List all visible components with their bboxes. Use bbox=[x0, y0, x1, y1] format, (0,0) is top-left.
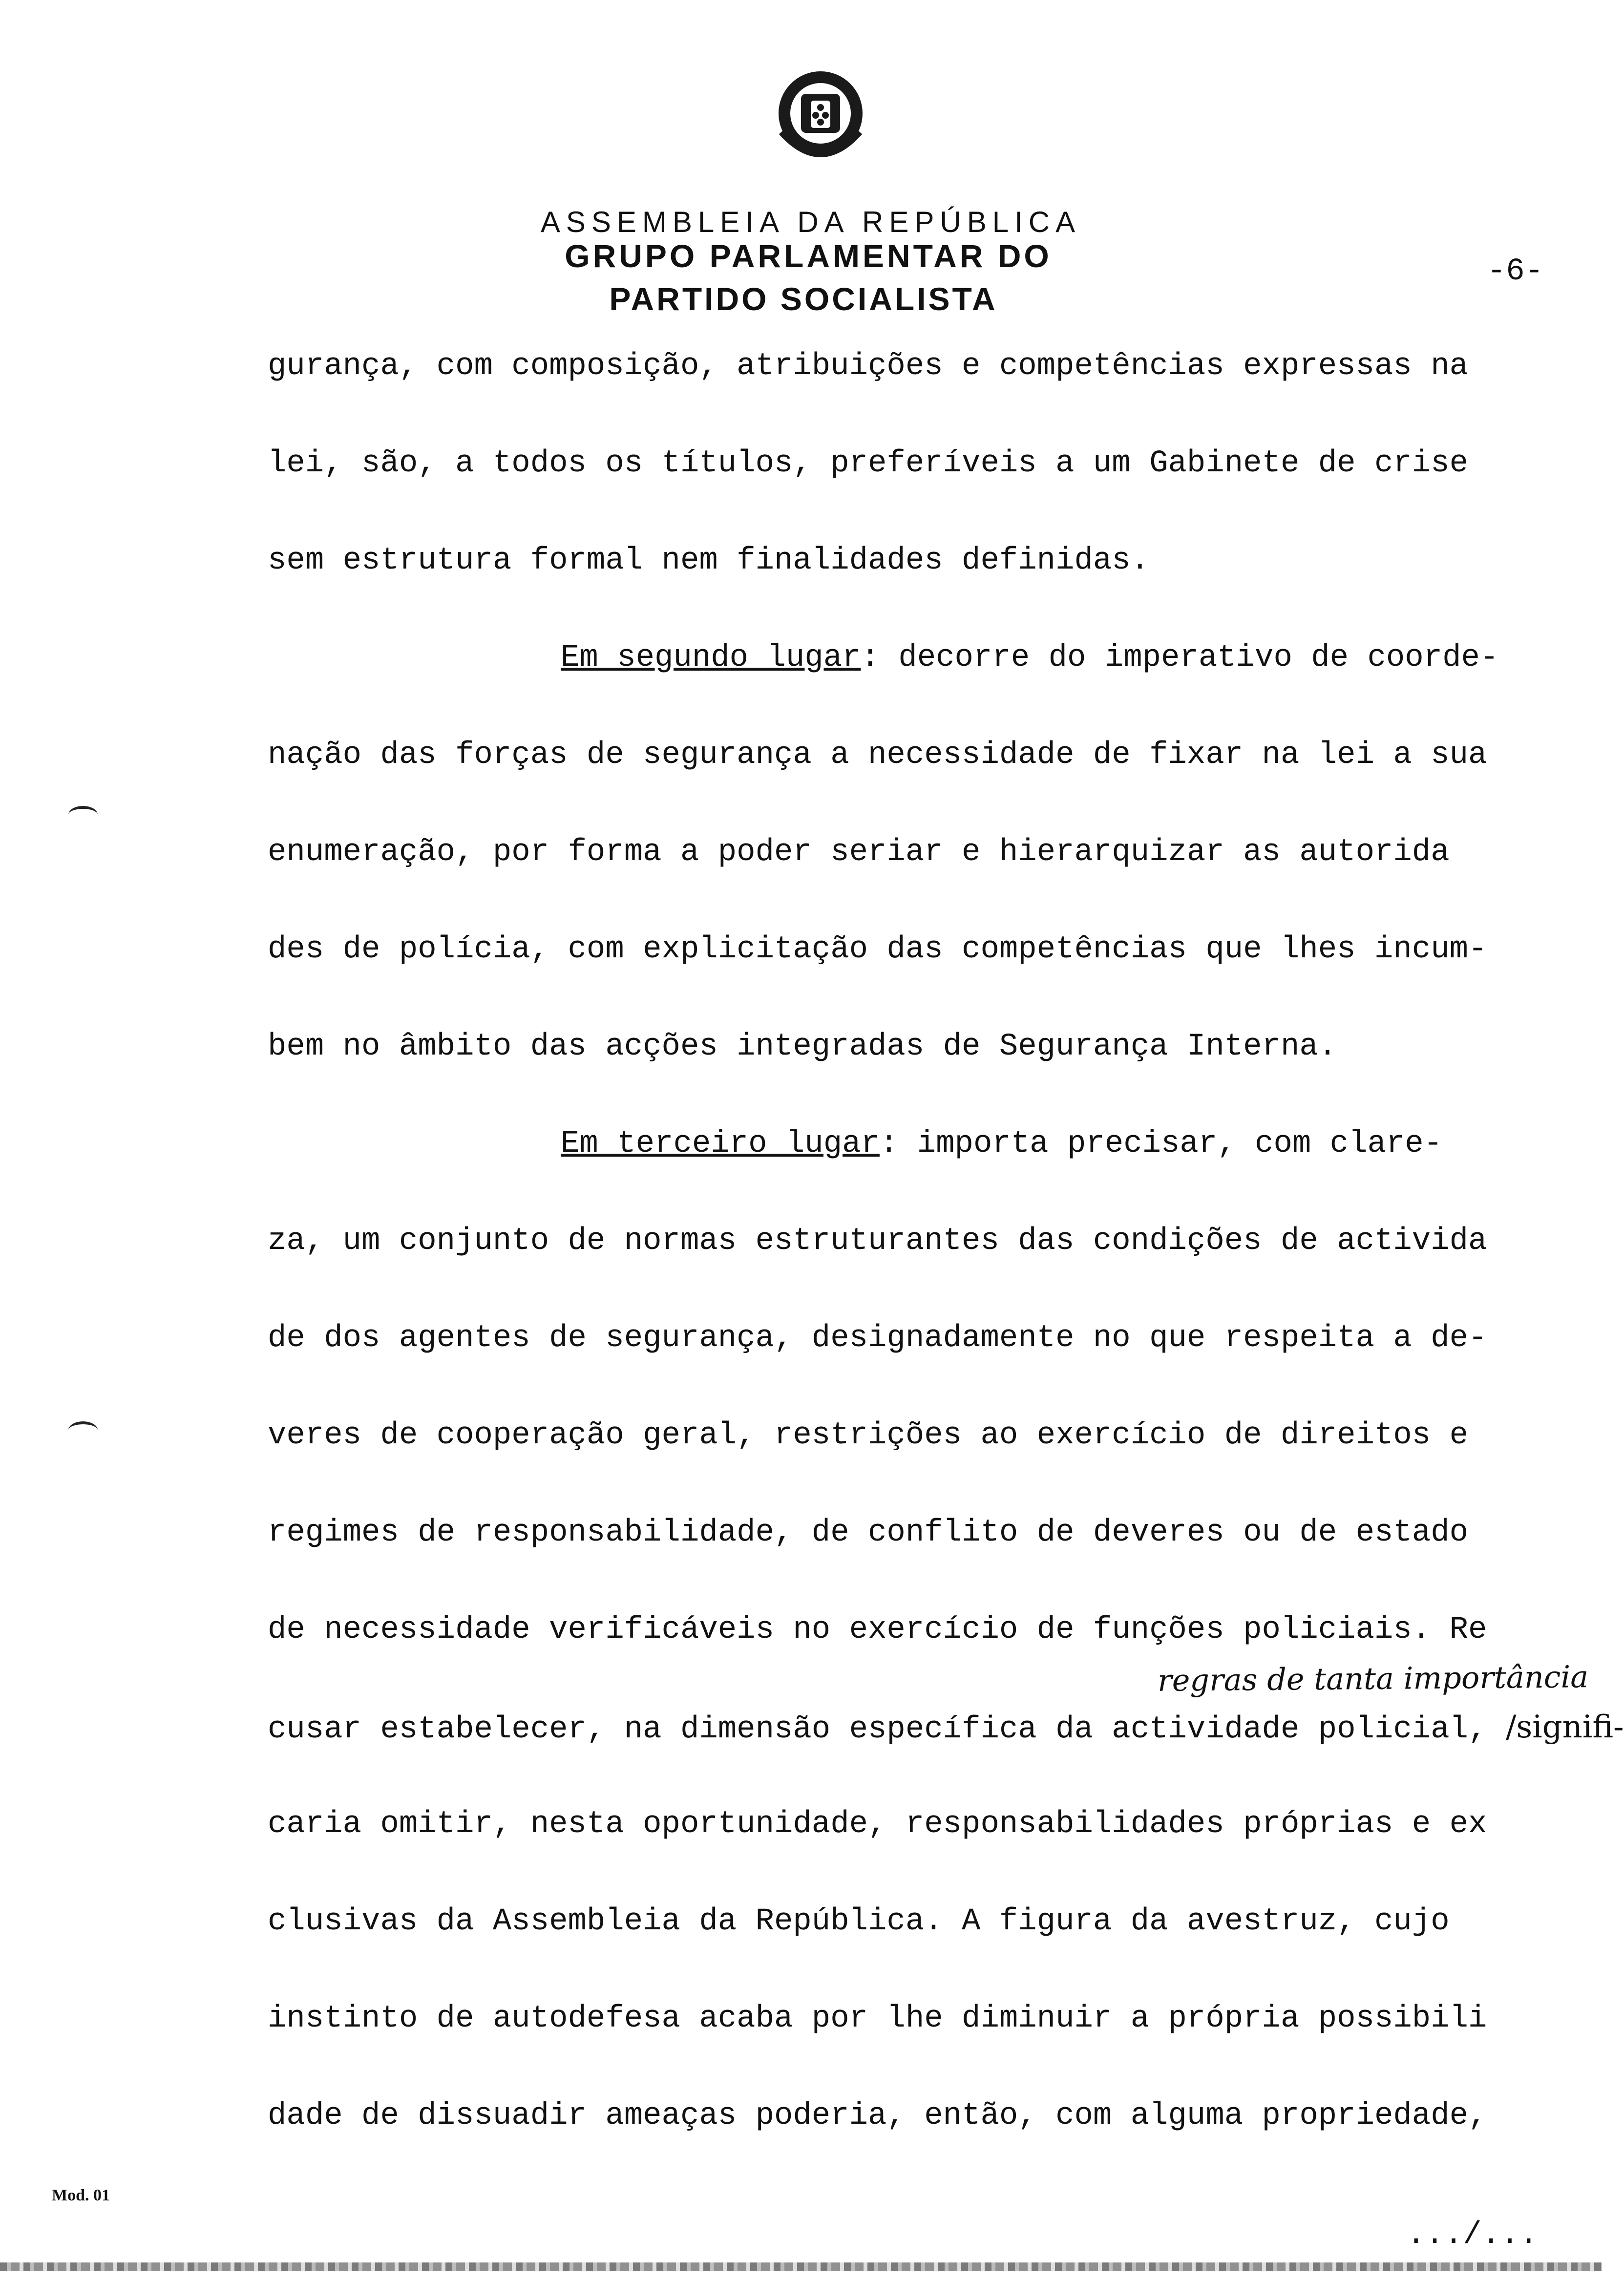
text-line: regimes de responsabilidade, de conflito de deveres ou de estado bbox=[268, 1515, 1468, 1550]
continuation-mark: .../... bbox=[1407, 2218, 1538, 2253]
text-line: enumeração, por forma a poder seriar e hierarquizar as autorida bbox=[268, 835, 1450, 870]
margin-mark bbox=[68, 806, 98, 824]
text-line: za, um conjunto de normas estruturantes das condições de activida bbox=[268, 1224, 1487, 1259]
underlined-heading: Em terceiro lugar bbox=[561, 1126, 880, 1162]
text-line-with-insert bbox=[268, 1703, 1624, 1800]
text-line: bem no âmbito das acções integradas de Segurança Interna. bbox=[268, 1029, 1337, 1064]
letterhead-party: PARTIDO SOCIALISTA bbox=[609, 281, 998, 317]
handwritten-insert: regras de tanta importância bbox=[1157, 1659, 1589, 1698]
text-line: gurança, com composição, atribuições e competências expressas na bbox=[268, 349, 1468, 384]
text-line: veres de cooperação geral, restrições ao exercício de direitos e bbox=[268, 1418, 1468, 1453]
text-span: : importa precisar, com clare- bbox=[879, 1126, 1443, 1162]
text-span: : decorre do imperativo de coorde- bbox=[861, 640, 1499, 676]
page-number: -6- bbox=[1487, 254, 1543, 289]
form-model-label: Mod. 01 bbox=[52, 2186, 110, 2204]
coat-of-arms-seal bbox=[762, 59, 879, 176]
text-line: lei, são, a todos os títulos, preferíveis a um Gabinete de crise bbox=[268, 446, 1468, 481]
text-line: instinto de autodefesa acaba por lhe diminuir a própria possibili bbox=[268, 2001, 1487, 2036]
insert-mark: /signifi- bbox=[1505, 1709, 1624, 1745]
underlined-heading: Em segundo lugar bbox=[561, 640, 861, 676]
text-span: cusar estabelecer, na dimensão específica da actividade policial, bbox=[268, 1712, 1506, 1747]
paragraph-lead bbox=[268, 1120, 1547, 1217]
document-body bbox=[268, 342, 1624, 2189]
text-line: dade de dissuadir ameaças poderia, então, com alguma propriedade, bbox=[268, 2098, 1487, 2134]
text-line: de dos agentes de segurança, designadamente no que respeita a de- bbox=[268, 1321, 1487, 1356]
letterhead-group: GRUPO PARLAMENTAR DO bbox=[565, 238, 1052, 274]
text-line: clusivas da Assembleia da República. A figura da avestruz, cujo bbox=[268, 1904, 1450, 1939]
text-line: nação das forças de segurança a necessidade de fixar na lei a sua bbox=[268, 738, 1487, 773]
text-line: caria omitir, nesta oportunidade, responsabilidades próprias e ex bbox=[268, 1807, 1487, 1842]
margin-mark bbox=[68, 1421, 98, 1439]
scan-edge-artifact bbox=[0, 2262, 1602, 2271]
text-line: sem estrutura formal nem finalidades definidas. bbox=[268, 543, 1150, 578]
letterhead-institution: ASSEMBLEIA DA REPÚBLICA bbox=[540, 206, 1081, 238]
text-line: des de polícia, com explicitação das competências que lhes incum- bbox=[268, 932, 1487, 967]
text-line: de necessidade verificáveis no exercício de funções policiais. Re bbox=[268, 1612, 1487, 1648]
paragraph-lead bbox=[268, 634, 1547, 731]
